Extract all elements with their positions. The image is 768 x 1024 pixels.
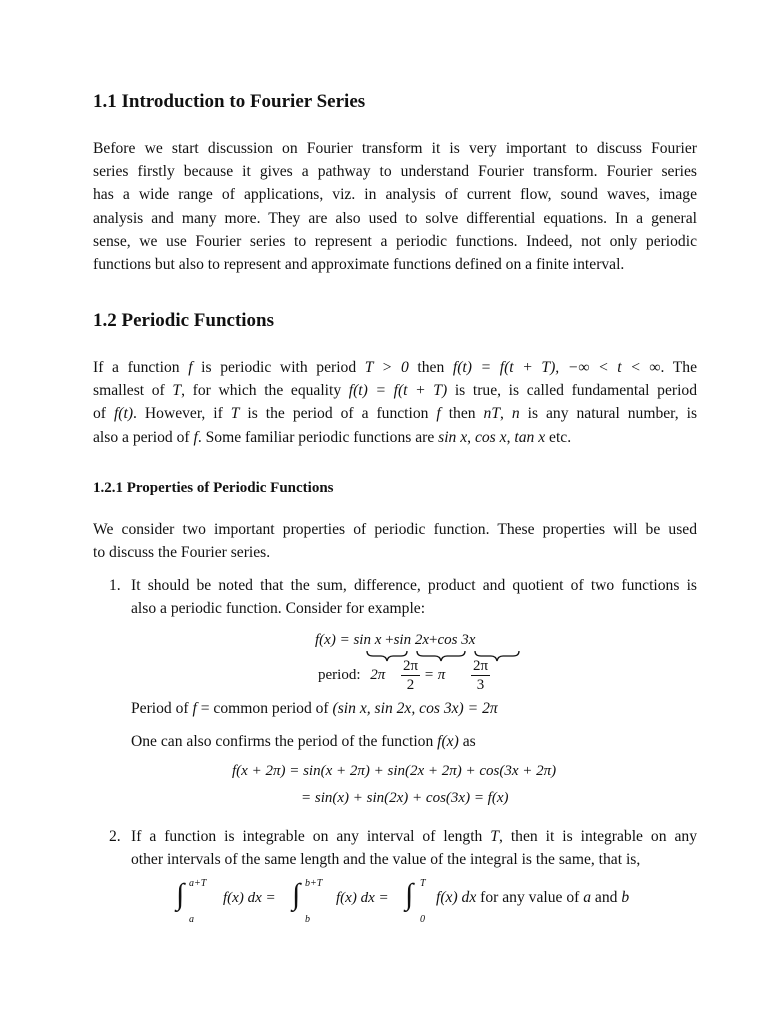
- periodic-line-3: of f(t). However, if T is the period of a function f then nT, n is any natural number, is: [93, 405, 698, 423]
- section-1-1-paragraph: [93, 137, 697, 276]
- intro-line-4: analysis and many more. They are also used to solve differential equations. In a general: [93, 209, 697, 227]
- period-proof-line-2: = sin(x) + sin(2x) + cos(3x) = f(x): [301, 790, 509, 806]
- period-label: period:: [318, 667, 361, 683]
- integral-sign-1: ∫: [176, 878, 185, 911]
- section-1-2-paragraph: [93, 356, 697, 449]
- term-sin-2x: sin 2x: [393, 632, 429, 648]
- periodic-line-1: If a function f is periodic with period T > 0 then f(t) = f(t + T), −∞ < t < ∞. The: [93, 359, 697, 376]
- period-cos-3x: $\frac{2\pi}{3}$: [472, 658, 489, 693]
- intro-line-5: sense, we use Fourier series to represent a periodic functions. Indeed, not only periodic: [93, 232, 697, 250]
- section-1-2-title: 1.2 Periodic Functions: [93, 310, 275, 331]
- intro-line-2: series firstly because it gives a pathway to understand Fourier transform. Fourier series: [93, 163, 697, 181]
- item-1-number: 1.: [109, 577, 121, 594]
- term-cos-3x: cos 3x: [437, 632, 476, 648]
- periodic-line-4: also a period of f. Some familiar periodic functions are sin x, cos x, tan x etc.: [93, 428, 572, 446]
- period-sin-x: 2π: [370, 667, 386, 683]
- intro-line-3: has a wide range of applications, viz. in analysis of current flow, sound waves, image: [93, 186, 697, 204]
- intro-line-1: Before we start discussion on Fourier transform it is very important to discuss Fourier: [93, 140, 697, 157]
- integral-equation: ∫ a+T a f(x) dx = ∫ b+T b f(x) dx = ∫ T 0 f(x) dx for any value of a and b: [176, 878, 630, 925]
- item-2-text: If a function is integrable on any interval of length T, then it is integrable on any other intervals of the same length and the value of the integral is the same, that is,: [131, 828, 697, 869]
- subsection-intro-line-1: We consider two important properties of periodic function. These properties will be used: [93, 521, 697, 538]
- subsection-1-2-1-title: 1.2.1 Properties of Periodic Functions: [93, 480, 334, 496]
- intro-line-6: functions but also to represent and approximate functions defined on a finite interval.: [93, 256, 625, 274]
- term-sin-x: sin x: [353, 632, 382, 648]
- item-2-number: 2.: [109, 828, 121, 845]
- item-1-text: It should be noted that the sum, difference, product and quotient of two functions is also a periodic function. Consider for example:: [131, 577, 697, 618]
- period-proof-line-1: f(x + 2π) = sin(x + 2π) + sin(2x + 2π) + cos(3x + 2π): [232, 763, 557, 779]
- sum-equation: f(x) = sin x +sin 2x+cos 3x: [315, 632, 476, 648]
- period-sin-2x: $\frac{2\pi}{2}$: [403, 658, 419, 693]
- subsection-intro: [93, 518, 697, 564]
- integral-sign-2: ∫: [292, 878, 301, 911]
- periodic-line-2: smallest of T, for which the equality f(t) = f(t + T) is true, is called fundamental period: [93, 382, 697, 400]
- section-1-1-title: 1.1 Introduction to Fourier Series: [93, 91, 366, 112]
- period-row: period: 2π $\frac{2\pi}{2}$ = π $\frac{2\pi}{3}$: [318, 658, 489, 693]
- integral-sign-3: ∫: [405, 878, 414, 911]
- subsection-intro-line-2: to discuss the Fourier series.: [93, 544, 271, 562]
